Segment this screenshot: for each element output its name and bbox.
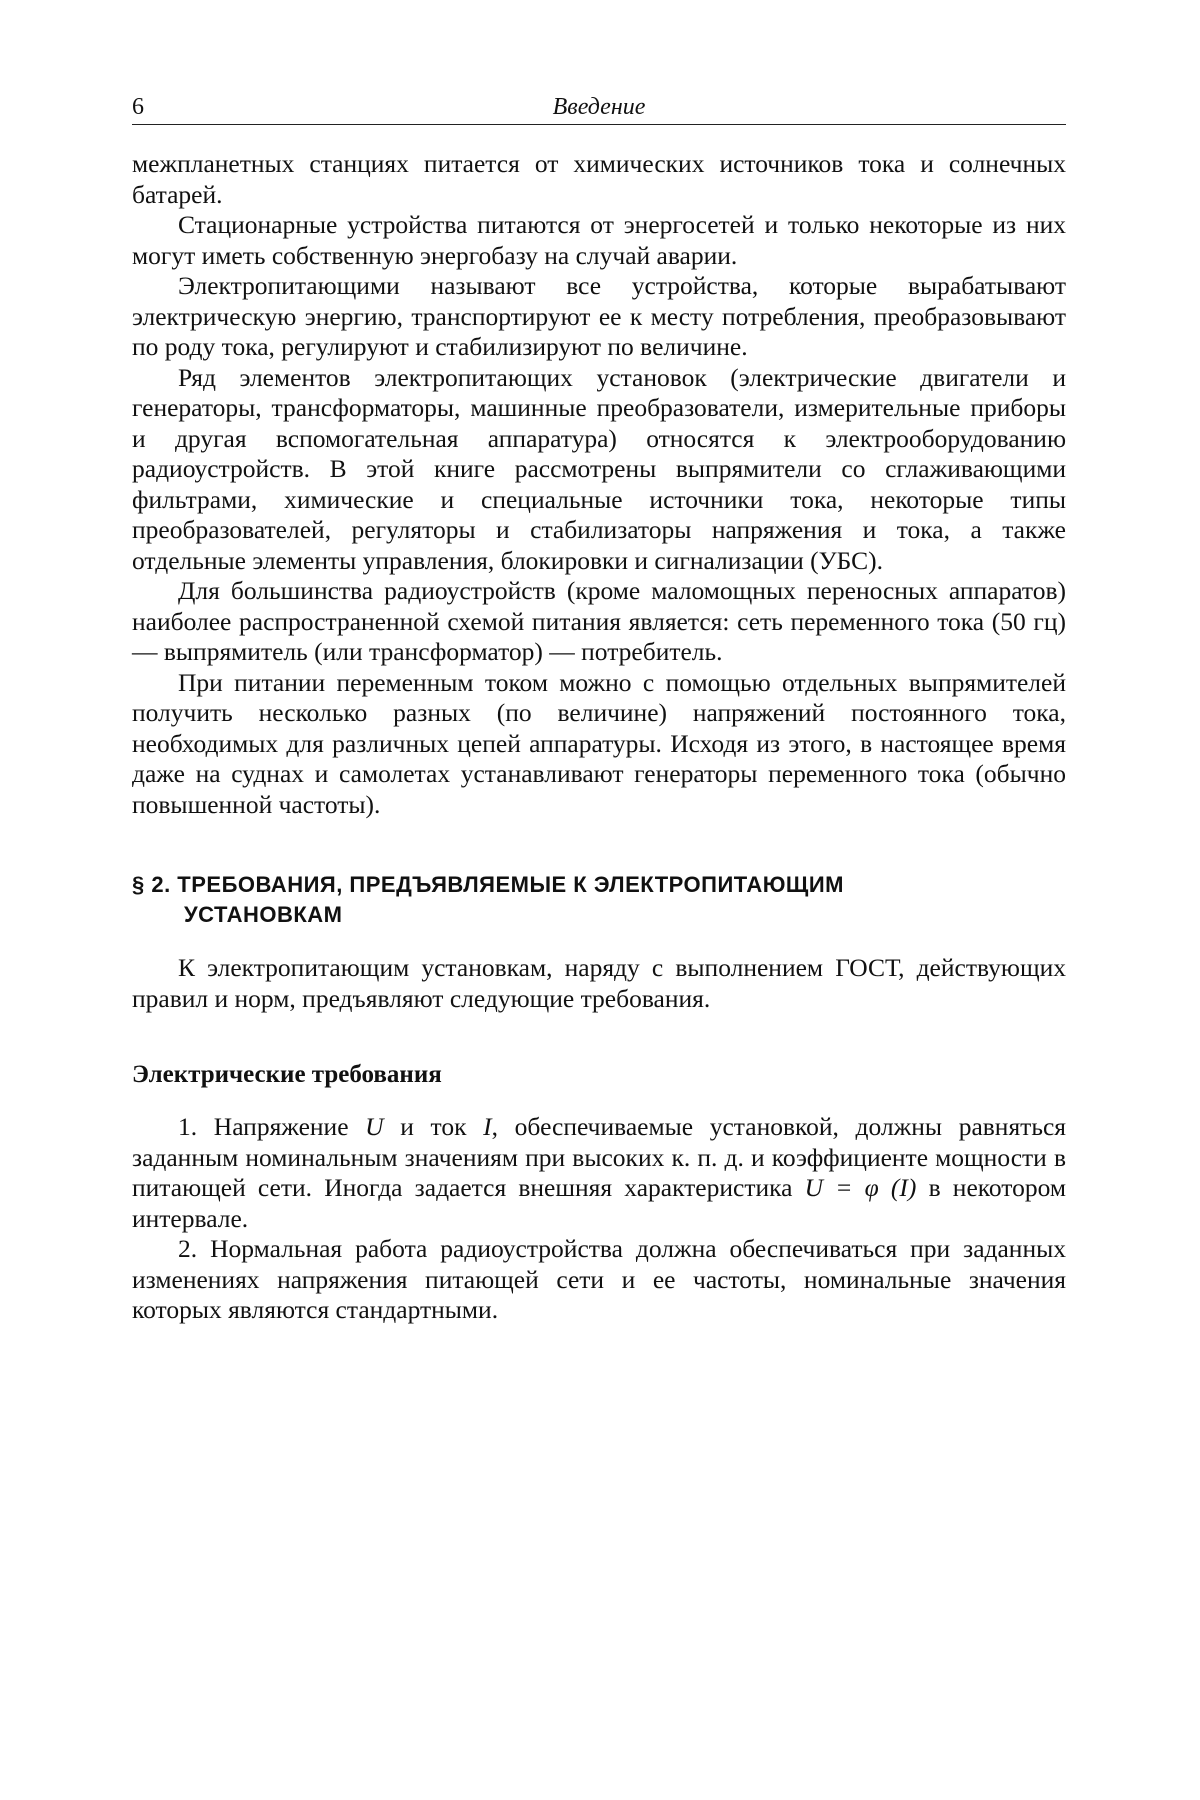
paragraph: Для большинства радиоустройств (кроме маломощных переносных аппаратов) наиболее распространенной схемой питания является: сеть переменного тока (50 гц) — выпрямитель (или трансформатор) — потребитель. [132,576,1066,666]
book-page [132,84,1066,1326]
section-heading-line-1: § 2. ТРЕБОВАНИЯ, ПРЕДЪЯВЛЯЕМЫЕ К ЭЛЕКТРОПИТАЮЩИМ [132,872,844,897]
paragraph: При питании переменным током можно с помощью отдельных выпрямителей получить несколько разных (по величине) напряжений постоянного тока, необходимых для различных цепей аппаратуры. Исходя из этого, в настоящее время даже на суднах и самолетах устанавливают генераторы переменного тока (обычно повышенной частоты). [132,667,1066,819]
section-intro: К электропитающим установкам, наряду с выполнением ГОСТ, действующих правил и норм, предъявляют следующие требования. [132,953,1066,1013]
subheading: Электрические требования [132,1061,442,1088]
list-item-text: и ток [383,1112,484,1141]
list-item-text: , обеспечиваемые установкой, должны равняться заданным номинальным значениям при высоких к. п. д. и коэффициенте мощности в питающей сети. Иногда задается внешняя характеристика [132,1112,1066,1202]
list-item-text: в некотором интервале. [132,1173,1066,1233]
requirements-list [132,1112,1066,1326]
formula: U = φ (I) [804,1173,917,1202]
paragraph-continuation: межпланетных станциях питается от химических источников тока и солнечных батарей. [132,149,1066,209]
section-heading [132,870,1066,930]
paragraph: Ряд элементов электропитающих установок (электрические двигатели и генераторы, трансформаторы, машинные преобразователи, измерительные приборы и другая вспомогательная аппаратура) относятся к электрооборудованию радиоустройств. В этой книге рассмотрены выпрямители со сглаживающими фильтрами, химические и специальные источники тока, некоторые типы преобразователей, регуляторы и стабилизаторы напряжения и тока, а также отдельные элементы управления, блокировки и сигнализации (УБС). [132,362,1066,575]
running-head [132,84,1066,125]
body-text [132,149,1066,820]
list-item [132,1112,1066,1234]
page-number: 6 [132,94,144,120]
list-item-text: 1. Напряжение [178,1112,366,1141]
list-item: 2. Нормальная работа радиоустройства должна обеспечиваться при заданных изменениях напряжения питающей сети и ее частоты, номинальные значения которых являются стандартными. [132,1234,1066,1324]
paragraph: Электропитающими называют все устройства, которые вырабатывают электрическую энергию, транспортируют ее к месту потребления, преобразовывают по роду тока, регулируют и стабилизируют по величине. [132,271,1066,361]
running-title: Введение [552,94,646,120]
section-heading-line-2: УСТАНОВКАМ [184,902,343,927]
variable-i: I [483,1112,492,1141]
paragraph: Стационарные устройства питаются от энергосетей и только некоторые из них могут иметь собственную энергобазу на случай аварии. [132,210,1066,270]
variable-u: U [365,1112,384,1141]
